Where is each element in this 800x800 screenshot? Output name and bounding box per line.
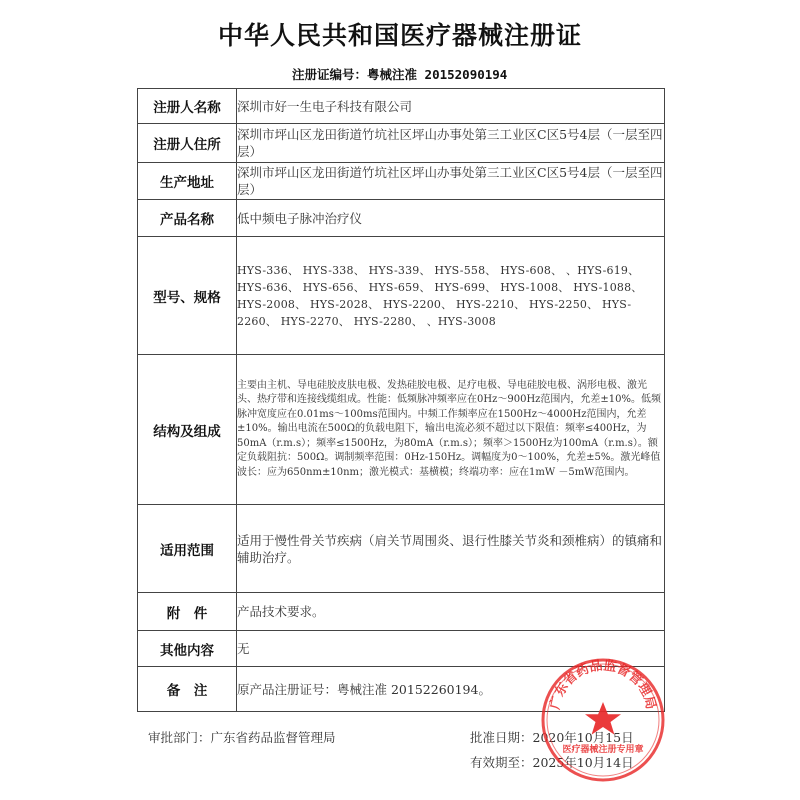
row-label: 附 件 xyxy=(138,593,237,631)
certificate-title: 中华人民共和国医疗器械注册证 xyxy=(217,21,582,50)
row-label: 注册人名称 xyxy=(138,89,237,124)
official-seal-stamp xyxy=(538,655,668,785)
certificate-table xyxy=(137,88,665,712)
table-row xyxy=(138,505,665,593)
seal-inner-text: 医疗器械注册专用章 xyxy=(562,745,644,755)
row-value: 主要由主机、导电硅胶皮肤电极、发热硅胶电极、足疗电极、导电硅胶电极、涡形电极、激光头、热疗带和连接线缆组成。性能：低频脉冲频率应在0Hz～900Hz范围内，允差±10%。低频脉冲宽度应在0.01ms～100ms范围内。中频工作频率应在1500Hz～4000Hz范围内，允差±10%。输出电流在500Ω的负载电阻下，输出电流必须不超过以下限值：频率≤400Hz，为50mA（r.m.s）；频率≤1500Hz，为80mA（r.m.s）；频率＞1500Hz为100mA（r.m.s）。额定负载阻抗：500Ω。调制频率范围：0Hz-150Hz。调幅度为0～100%，允差±5%。激光峰值波长：应为650nm±10nm；激光模式：基横模；终端功率：应在1mW －5mW范围内。 xyxy=(237,355,665,505)
row-value: 无 xyxy=(237,631,665,667)
table-row xyxy=(138,163,665,200)
row-label: 型号、规格 xyxy=(138,237,237,355)
row-label: 适用范围 xyxy=(138,505,237,593)
row-value: 深圳市好一生电子科技有限公司 xyxy=(237,89,665,124)
table-row xyxy=(138,200,665,237)
table-row xyxy=(138,89,665,124)
row-label: 结构及组成 xyxy=(138,355,237,505)
row-label: 其他内容 xyxy=(138,631,237,667)
table-row xyxy=(138,593,665,631)
registration-number xyxy=(292,65,507,83)
row-value: 深圳市坪山区龙田街道竹坑社区坪山办事处第三工业区C区5号4层（一层至四层） xyxy=(237,163,665,200)
row-value: 适用于慢性骨关节疾病（肩关节周围炎、退行性膝关节炎和颈椎病）的镇痛和辅助治疗。 xyxy=(237,505,665,593)
row-value: 深圳市坪山区龙田街道竹坑社区坪山办事处第三工业区C区5号4层（一层至四层） xyxy=(237,124,665,163)
star-icon xyxy=(585,702,621,735)
table-row xyxy=(138,355,665,505)
row-value: 低中频电子脉冲治疗仪 xyxy=(237,200,665,237)
seal-outer-text: 广东省药品监督管理局 xyxy=(547,658,659,711)
approving-department: 审批部门：广东省药品监督管理局 xyxy=(148,730,336,745)
valid-until-date: 有效期至：2025年10月14日 xyxy=(470,755,634,770)
row-value: 产品技术要求。 xyxy=(237,593,665,631)
row-label: 产品名称 xyxy=(138,200,237,237)
row-value: 原产品注册证号：粤械注准 20152260194。 xyxy=(237,667,665,712)
svg-text:广东省药品监督管理局 xyxy=(547,658,658,711)
table-row xyxy=(138,124,665,163)
row-label: 生产地址 xyxy=(138,163,237,200)
approval-date: 批准日期：2020年10月15日 xyxy=(470,730,634,745)
table-row xyxy=(138,237,665,355)
row-label: 注册人住所 xyxy=(138,124,237,163)
row-label: 备 注 xyxy=(138,667,237,712)
row-value: HYS-336、 HYS-338、 HYS-339、 HYS-558、 HYS-608、 、HYS-619、 HYS-636、 HYS-656、 HYS-659、 HYS-699、 HYS-1008、 HYS-1088、 HYS-2008、 HYS-2028、 HYS-2200、 HYS-2210、 HYS-2250、 HYS-2260、 HYS-2270、 HYS-2280、 、HYS-3008 xyxy=(237,237,665,355)
registration-value: 粤械注准 20152090194 xyxy=(367,67,508,82)
registration-label: 注册证编号： xyxy=(292,67,368,82)
